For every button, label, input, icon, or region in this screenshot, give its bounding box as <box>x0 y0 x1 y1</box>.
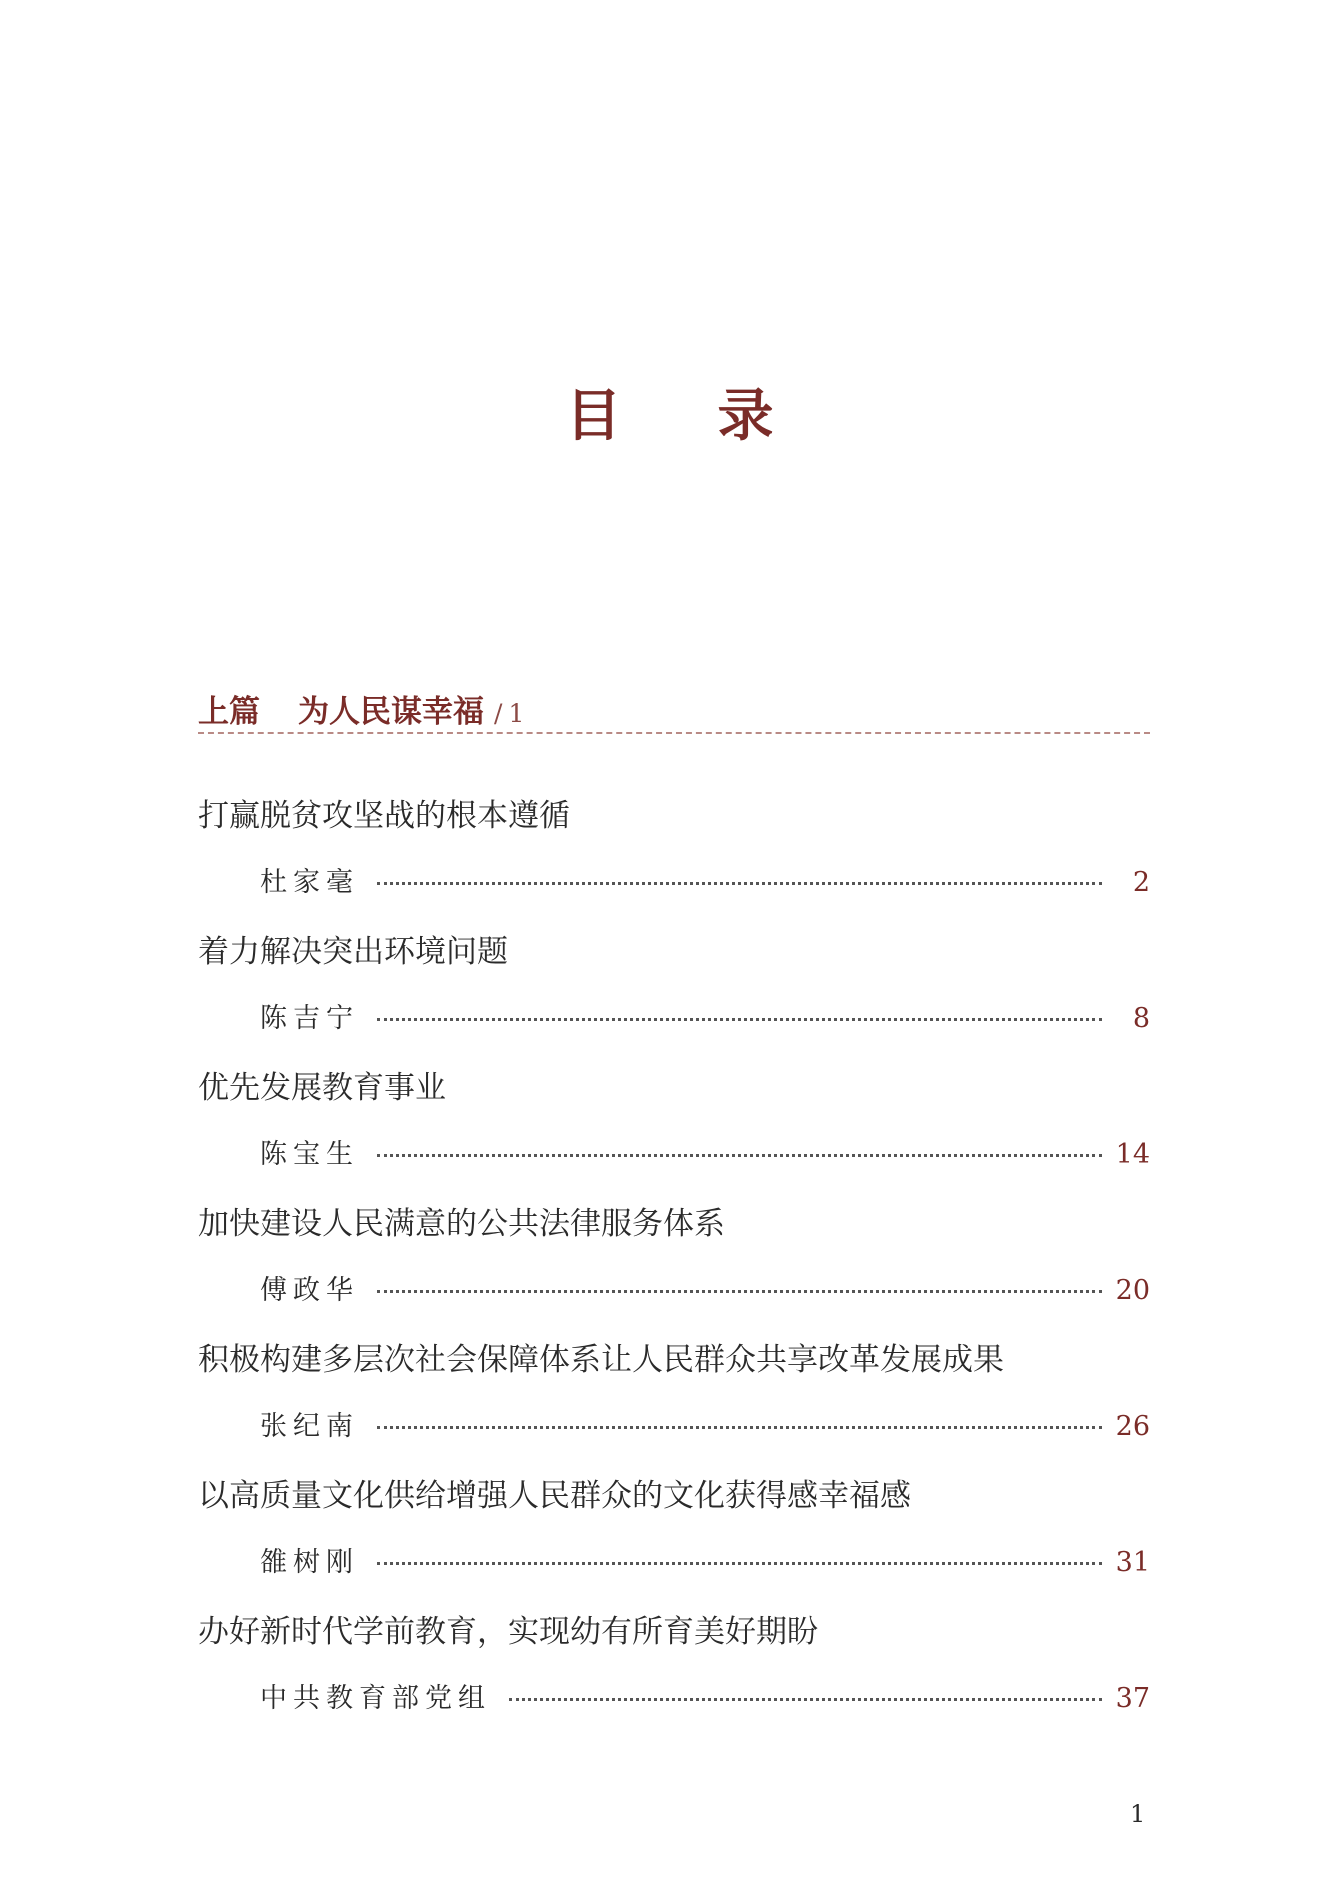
entry-title: 积极构建多层次社会保障体系让人民群众共享改革发展成果 <box>198 1342 1004 1378</box>
entry-page-number: 37 <box>1115 1683 1150 1714</box>
toc-entry[interactable] <box>198 916 1150 1052</box>
toc-entry[interactable] <box>198 1188 1150 1324</box>
dot-leader <box>377 1426 1102 1429</box>
entry-byline <box>260 1676 1150 1715</box>
entry-byline <box>260 996 1150 1035</box>
entry-byline <box>260 1540 1150 1579</box>
entry-author: 雒树刚 <box>260 1547 359 1578</box>
entry-title: 着力解决突出环境问题 <box>198 934 508 970</box>
toc-entry[interactable] <box>198 1324 1150 1460</box>
toc-entries <box>198 780 1150 1732</box>
toc-entry[interactable] <box>198 780 1150 916</box>
entry-title: 以高质量文化供给增强人民群众的文化获得感幸福感 <box>198 1478 911 1514</box>
entry-title: 打赢脱贫攻坚战的根本遵循 <box>198 798 570 834</box>
dot-leader <box>377 1154 1102 1157</box>
entry-page-number: 2 <box>1132 867 1150 898</box>
toc-entry[interactable] <box>198 1460 1150 1596</box>
dot-leader <box>377 1562 1102 1565</box>
page-title: 目录 <box>565 383 870 449</box>
entry-title: 办好新时代学前教育，实现幼有所育美好期盼 <box>198 1614 818 1650</box>
entry-title: 加快建设人民满意的公共法律服务体系 <box>198 1206 725 1242</box>
entry-page-number: 20 <box>1115 1275 1150 1306</box>
dot-leader <box>377 1290 1102 1293</box>
entry-page-number: 8 <box>1132 1003 1150 1034</box>
entry-author: 陈宝生 <box>260 1139 359 1170</box>
dot-leader <box>509 1698 1102 1701</box>
dot-leader <box>377 1018 1102 1021</box>
section-separator: / <box>494 699 503 728</box>
footer-page-number: 1 <box>1130 1800 1146 1828</box>
dot-leader <box>377 882 1102 885</box>
section-name: 为人民谋幸福 <box>298 694 484 730</box>
entry-byline <box>260 860 1150 899</box>
entry-author: 傅政华 <box>260 1275 359 1306</box>
section-part-label: 上篇 <box>198 694 260 730</box>
toc-entry[interactable] <box>198 1052 1150 1188</box>
entry-byline <box>260 1268 1150 1307</box>
entry-title: 优先发展教育事业 <box>198 1070 446 1106</box>
toc-entry[interactable] <box>198 1596 1150 1732</box>
entry-author: 张纪南 <box>260 1411 359 1442</box>
entry-page-number: 14 <box>1115 1139 1150 1170</box>
entry-byline <box>260 1132 1150 1171</box>
section-header <box>198 686 1150 734</box>
entry-author: 中共教育部党组 <box>260 1683 491 1714</box>
section-page-number: 1 <box>508 699 525 728</box>
entry-page-number: 31 <box>1115 1547 1150 1578</box>
entry-author: 陈吉宁 <box>260 1003 359 1034</box>
entry-page-number: 26 <box>1115 1411 1150 1442</box>
entry-author: 杜家毫 <box>260 867 359 898</box>
entry-byline <box>260 1404 1150 1443</box>
